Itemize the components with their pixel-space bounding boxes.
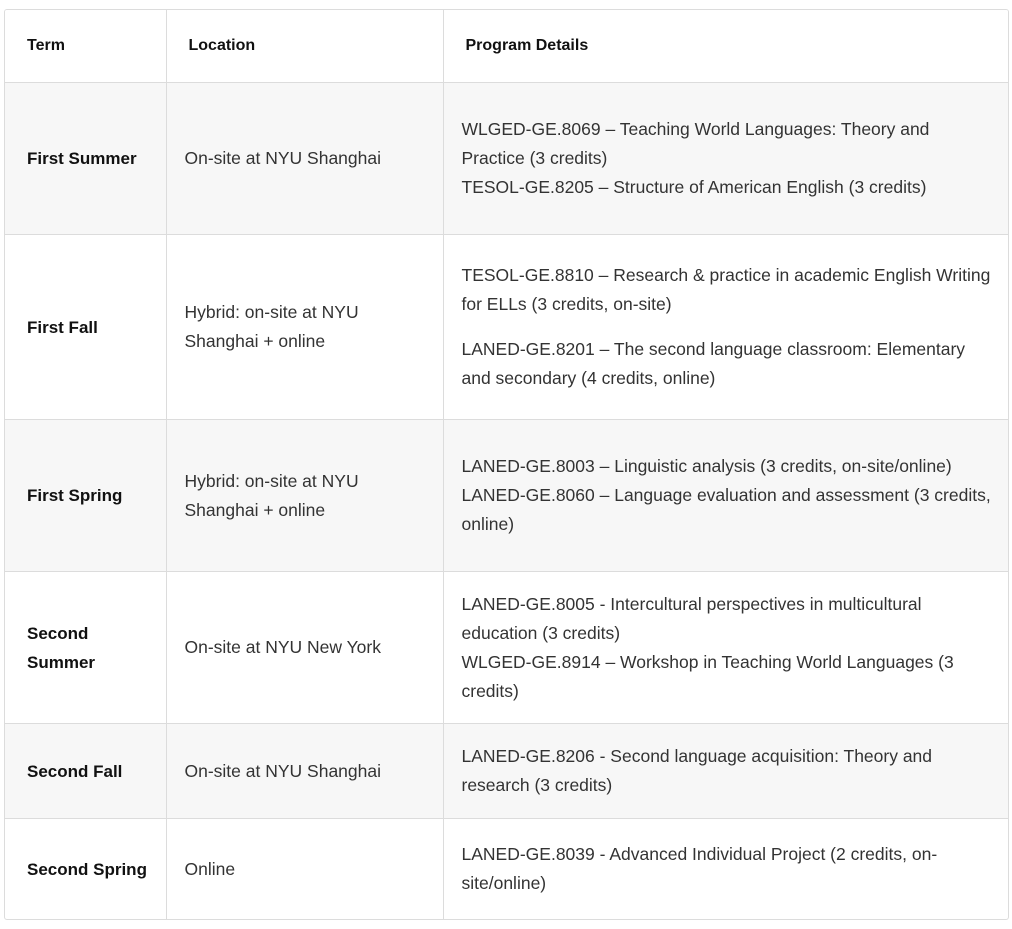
table-row xyxy=(5,83,1008,235)
course-item: WLGED-GE.8914 – Workshop in Teaching World Languages (3 credits) xyxy=(461,651,954,701)
term-cell: Second Fall xyxy=(5,724,166,819)
course-item: WLGED-GE.8069 – Teaching World Languages: Theory and Practice (3 credits) xyxy=(461,119,930,168)
course-item: LANED-GE.8039 - Advanced Individual Project (2 credits, on-site/online) xyxy=(461,844,938,893)
table-header-row xyxy=(5,10,1008,83)
header-location: Location xyxy=(166,10,443,83)
location-cell: On-site at NYU New York xyxy=(166,572,443,724)
location-cell: Online xyxy=(166,819,443,920)
table-row xyxy=(5,819,1008,920)
course-item: LANED-GE.8060 – Language evaluation and assessment (3 credits, online) xyxy=(461,485,991,534)
course-item: TESOL-GE.8205 – Structure of American English (3 credits) xyxy=(461,177,927,197)
details-cell xyxy=(443,819,1008,920)
program-table-container xyxy=(4,9,1009,920)
course-item: LANED-GE.8005 - Intercultural perspectives in multicultural education (3 credits) xyxy=(461,593,922,643)
table-row xyxy=(5,724,1008,819)
term-cell: First Summer xyxy=(5,83,166,235)
details-cell xyxy=(443,420,1008,572)
term-cell: First Spring xyxy=(5,420,166,572)
table-row xyxy=(5,420,1008,572)
location-cell: Hybrid: on-site at NYU Shanghai + online xyxy=(166,420,443,572)
details-cell xyxy=(443,724,1008,819)
course-item: LANED-GE.8206 - Second language acquisition: Theory and research (3 credits) xyxy=(461,746,933,795)
header-term: Term xyxy=(5,10,166,83)
location-cell: On-site at NYU Shanghai xyxy=(166,83,443,235)
details-cell xyxy=(443,83,1008,235)
details-cell xyxy=(443,235,1008,420)
term-cell: First Fall xyxy=(5,235,166,420)
header-program-details: Program Details xyxy=(443,10,1008,83)
term-cell: Second Summer xyxy=(5,572,166,724)
course-item: LANED-GE.8003 – Linguistic analysis (3 credits, on-site/online) xyxy=(461,456,952,476)
location-cell: Hybrid: on-site at NYU Shanghai + online xyxy=(166,235,443,420)
table-row xyxy=(5,572,1008,724)
details-cell xyxy=(443,572,1008,724)
term-cell: Second Spring xyxy=(5,819,166,920)
course-item: LANED-GE.8201 – The second language classroom: Elementary and secondary (4 credits, online) xyxy=(461,339,966,388)
course-item: TESOL-GE.8810 – Research & practice in academic English Writing for ELLs (3 credits, on-site) xyxy=(461,265,991,314)
location-cell: On-site at NYU Shanghai xyxy=(166,724,443,819)
table-row xyxy=(5,235,1008,420)
program-schedule-table xyxy=(5,10,1008,919)
